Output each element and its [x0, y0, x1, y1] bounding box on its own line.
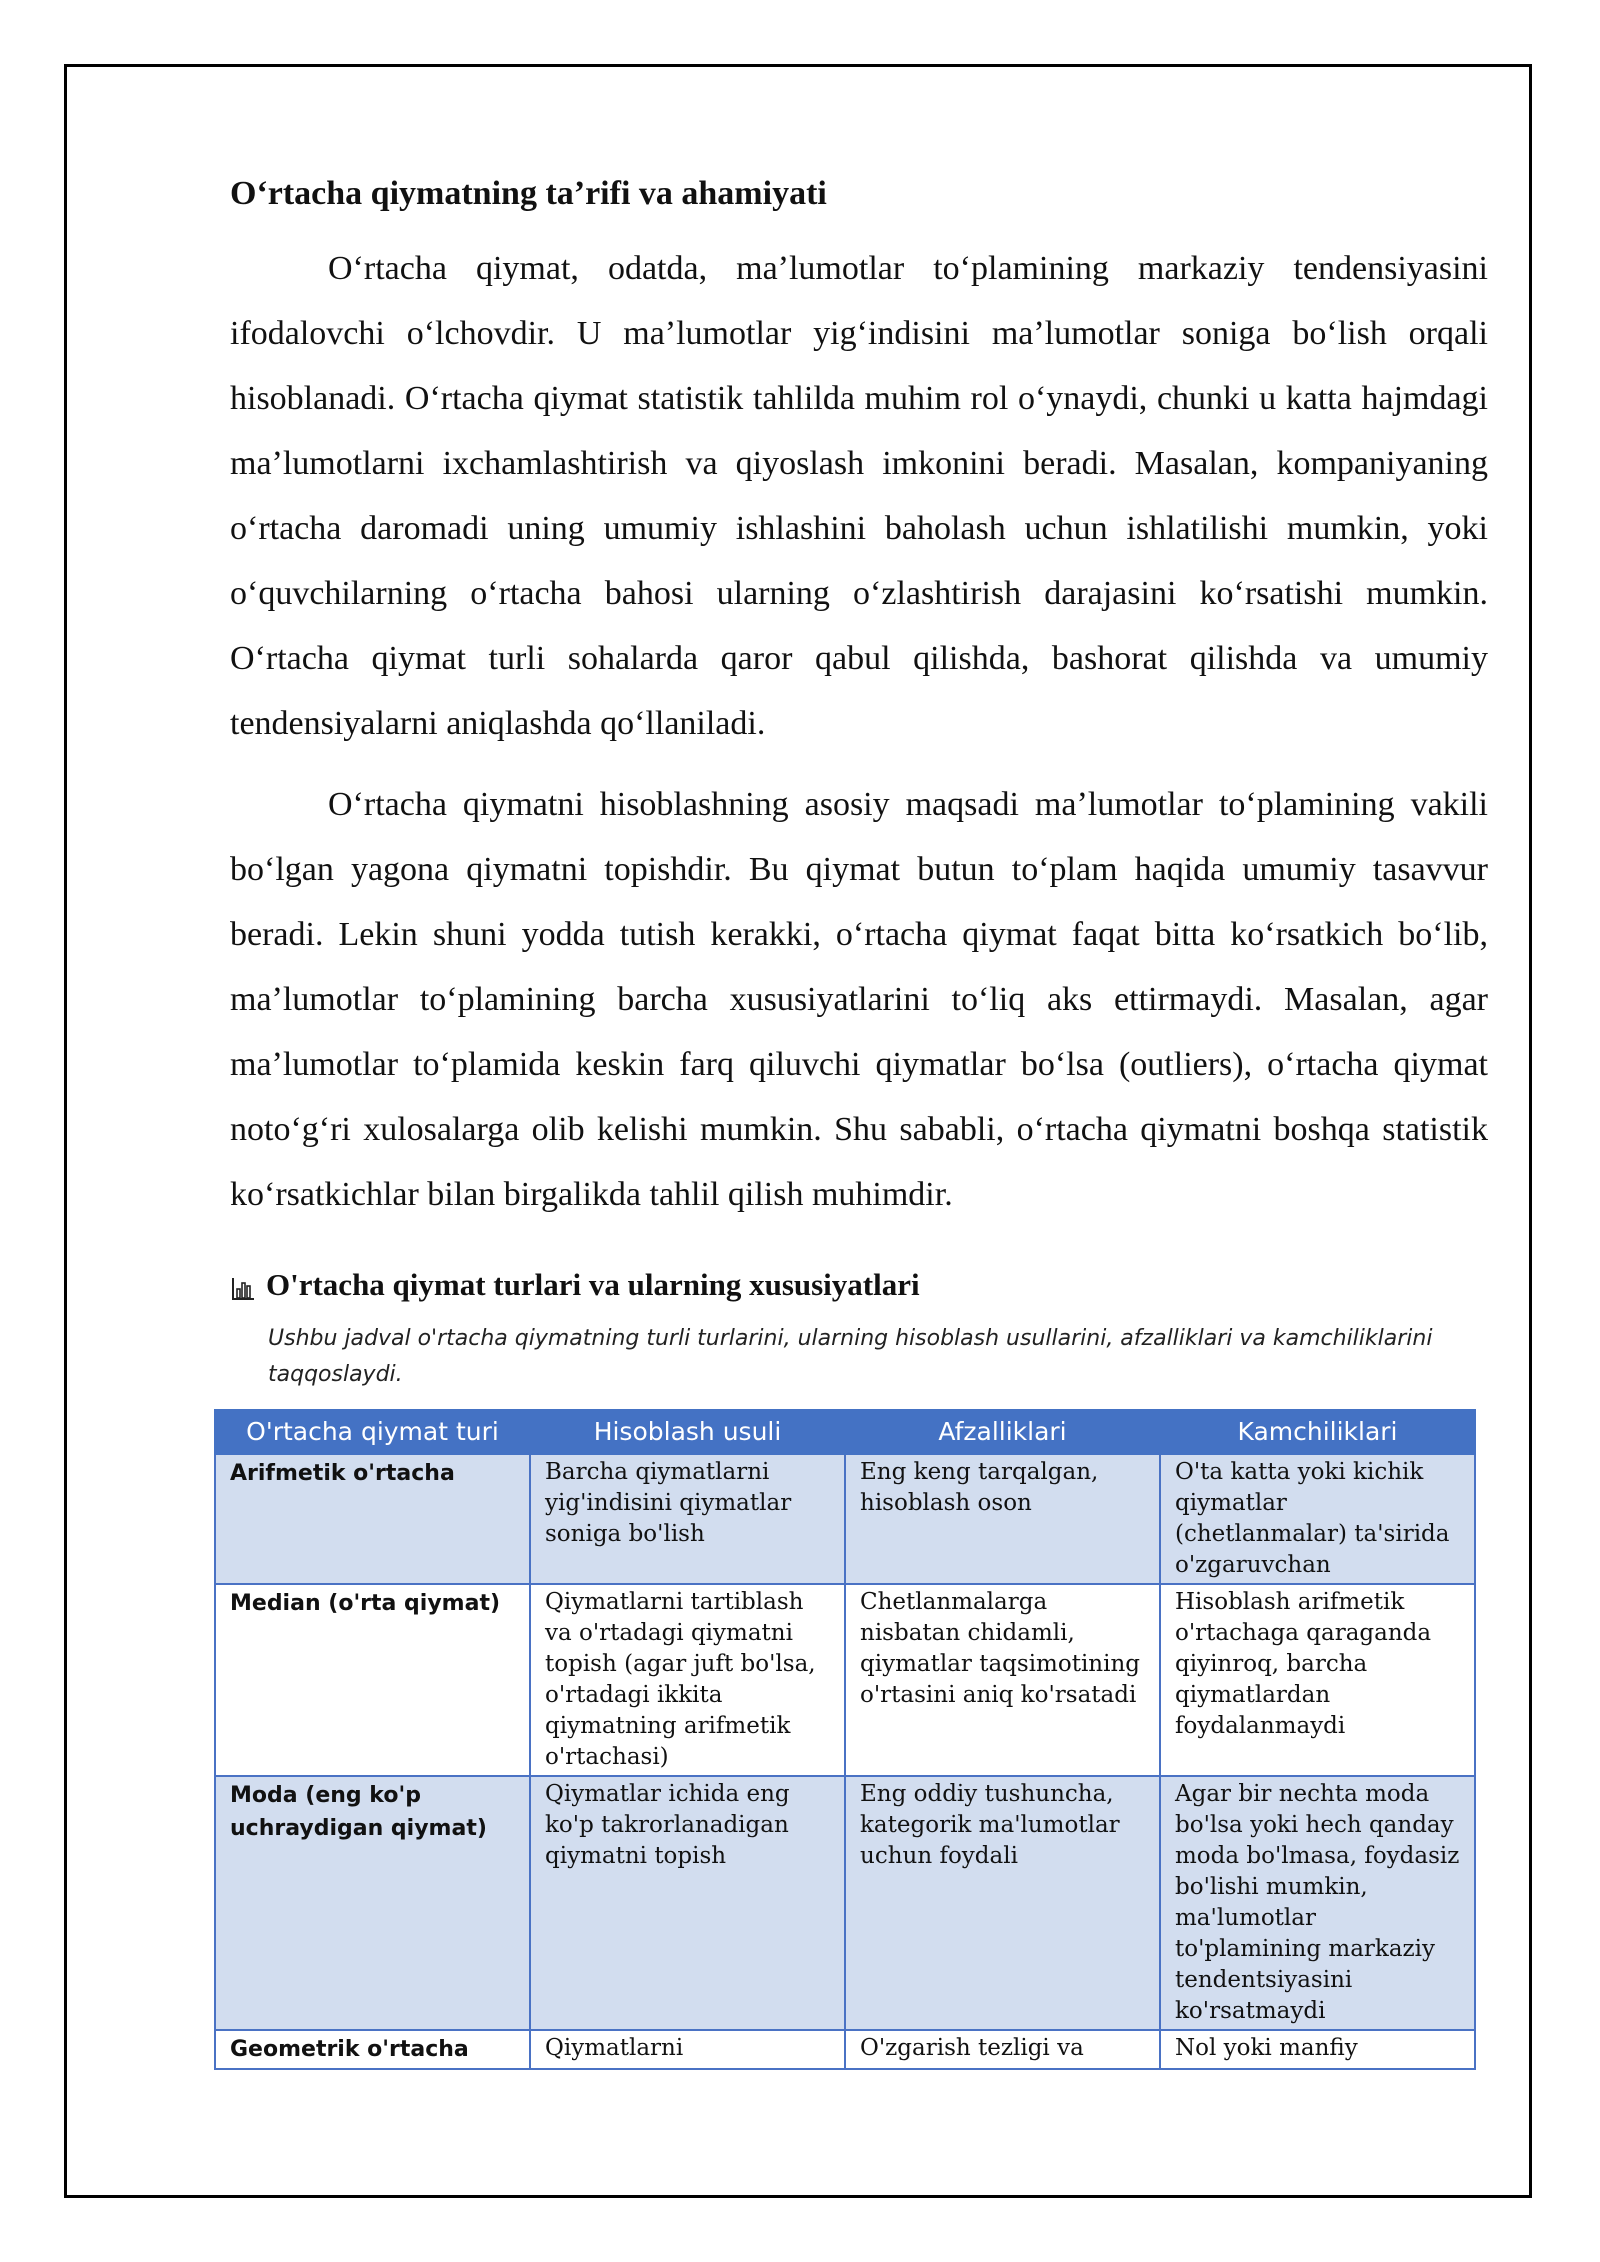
- table-cell: Barcha qiymatlarni yig'indisini qiymatlar soniga bo'lish: [530, 1454, 845, 1584]
- table-cell: Hisoblash arifmetik o'rtachaga qaraganda qiyinroq, barcha qiymatlardan foydalanmaydi: [1160, 1584, 1475, 1776]
- table-row: [215, 1454, 1475, 1584]
- table-cell: Eng oddiy tushuncha, kategorik ma'lumotlar uchun foydali: [845, 1776, 1160, 2030]
- table-cell: Agar bir nechta moda bo'lsa yoki hech qanday moda bo'lmasa, foydasiz bo'lishi mumkin, ma'lumotlar to'plamining markaziy tendentsiyasini ko'rsatmaydi: [1160, 1776, 1475, 2030]
- table-cell: Moda (eng ko'p uchraydigan qiymat): [215, 1776, 530, 2030]
- table-cell: Qiymatlarni: [530, 2030, 845, 2069]
- column-header: Afzalliklari: [845, 1410, 1160, 1454]
- comparison-table: [214, 1409, 1476, 2070]
- table-header-row: [215, 1410, 1475, 1454]
- document-content: [230, 170, 1488, 2070]
- column-header: Kamchiliklari: [1160, 1410, 1475, 1454]
- section-heading: Oʻrtacha qiymatning taʼrifi va ahamiyati: [230, 175, 827, 212]
- column-header: O'rtacha qiymat turi: [215, 1410, 530, 1454]
- table-title-text: O'rtacha qiymat turlari va ularning xususiyatlari: [266, 1266, 920, 1302]
- table-cell: Qiymatlar ichida eng ko'p takrorlanadigan qiymatni topish: [530, 1776, 845, 2030]
- table-row: [215, 2030, 1475, 2069]
- table-cell: Qiymatlarni tartiblash va o'rtadagi qiymatni topish (agar juft bo'lsa, o'rtadagi ikkita qiymatning arifmetik o'rtachasi): [530, 1584, 845, 1776]
- bar-chart-icon: [230, 1272, 256, 1298]
- table-cell: Eng keng tarqalgan, hisoblash oson: [845, 1454, 1160, 1584]
- column-header: Hisoblash usuli: [530, 1410, 845, 1454]
- table-row: [215, 1584, 1475, 1776]
- table-cell: Median (o'rta qiymat): [215, 1584, 530, 1776]
- table-cell: Arifmetik o'rtacha: [215, 1454, 530, 1584]
- table-cell: Geometrik o'rtacha: [215, 2030, 530, 2069]
- table-cell: Chetlanmalarga nisbatan chidamli, qiymatlar taqsimotining o'rtasini aniq ko'rsatadi: [845, 1584, 1160, 1776]
- paragraph-2: Oʻrtacha qiymatni hisoblashning asosiy maqsadi maʼlumotlar toʻplamining vakili boʻlgan yagona qiymatni topishdir. Bu qiymat butun toʻplam haqida umumiy tasavvur beradi. Lekin shuni yodda tutish kerakki, oʻrtacha qiymat faqat bitta koʻrsatkich boʻlib, maʼlumotlar toʻplamining barcha xususiyatlarini toʻliq aks ettirmaydi. Masalan, agar maʼlumotlar toʻplamida keskin farq qiluvchi qiymatlar boʻlsa (outliers), oʻrtacha qiymat notoʻgʻri xulosalarga olib kelishi mumkin. Shu sababli, oʻrtacha qiymatni boshqa statistik koʻrsatkichlar bilan birgalikda tahlil qilish muhimdir.: [230, 785, 1488, 1213]
- table-row: [215, 1776, 1475, 2030]
- table-caption: Ushbu jadval o'rtacha qiymatning turli turlarini, ularning hisoblash usullarini, afzalliklari va kamchiliklarini taqqoslaydi.: [268, 1325, 1433, 1387]
- table-cell: Nol yoki manfiy: [1160, 2030, 1475, 2069]
- paragraph-1: Oʻrtacha qiymat, odatda, maʼlumotlar toʻplamining markaziy tendensiyasini ifodalovchi oʻlchovdir. U maʼlumotlar yigʻindisini maʼlumotlar soniga boʻlish orqali hisoblanadi. Oʻrtacha qiymat statistik tahlilda muhim rol oʻynaydi, chunki u katta hajmdagi maʼlumotlarni ixchamlashtirish va qiyoslash imkonini beradi. Masalan, kompaniyaning oʻrtacha daromadi uning umumiy ishlashini baholash uchun ishlatilishi mumkin, yoki oʻquvchilarning oʻrtacha bahosi ularning oʻzlashtirish darajasini koʻrsatishi mumkin. Oʻrtacha qiymat turli sohalarda qaror qabul qilishda, bashorat qilishda va umumiy tendensiyalarni aniqlashda qoʻllaniladi.: [230, 249, 1488, 742]
- table-title: [230, 1265, 1488, 1305]
- table-cell: O'ta katta yoki kichik qiymatlar (chetlanmalar) ta'sirida o'zgaruvchan: [1160, 1454, 1475, 1584]
- table-cell: O'zgarish tezligi va: [845, 2030, 1160, 2069]
